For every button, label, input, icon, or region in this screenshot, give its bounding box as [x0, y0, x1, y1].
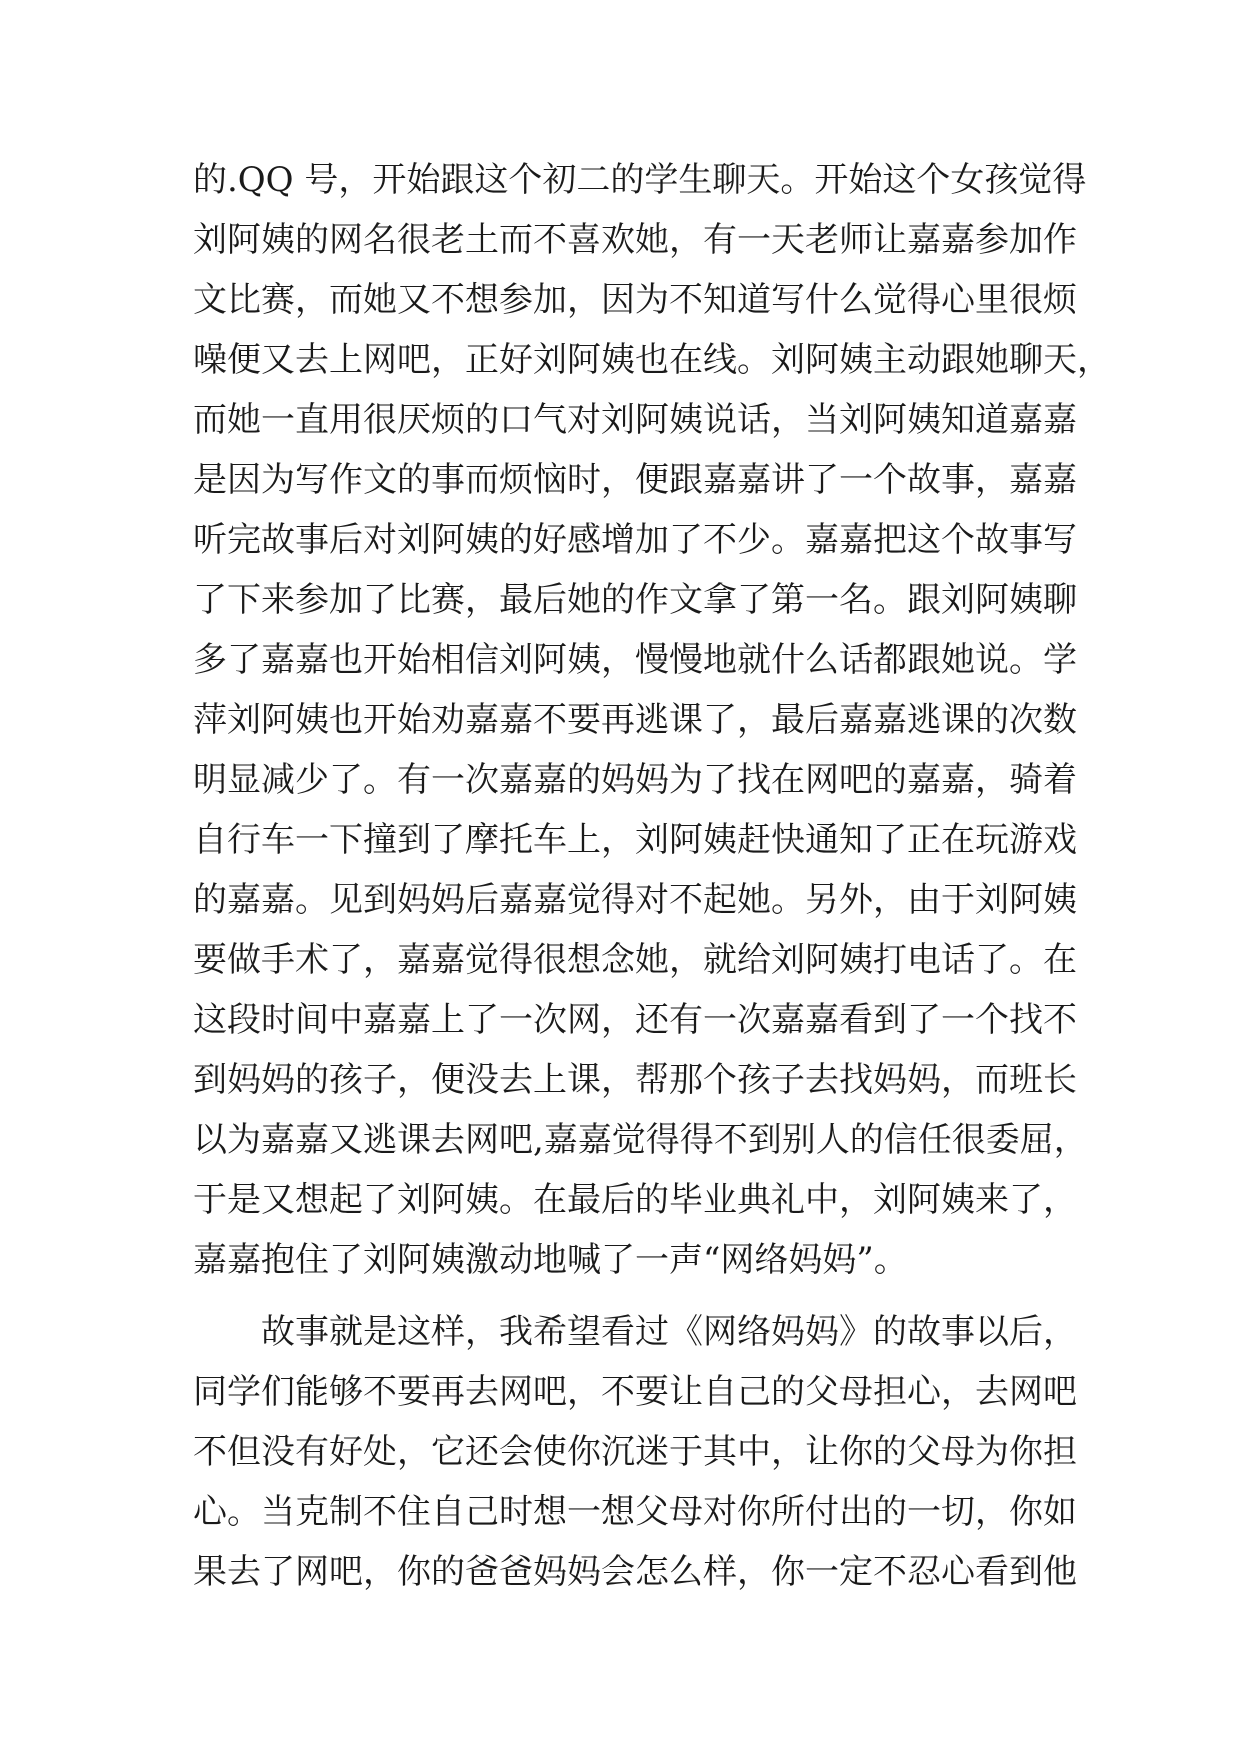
text-line: 以为嘉嘉又逃课去网吧,嘉嘉觉得得不到别人的信任很委屈，	[193, 1120, 1088, 1160]
text-line: 不但没有好处，它还会使你沉迷于其中，让你的父母为你担	[193, 1432, 1077, 1472]
text-line: 同学们能够不要再去网吧，不要让自己的父母担心，去网吧	[193, 1372, 1077, 1412]
text-line: 是因为写作文的事而烦恼时，便跟嘉嘉讲了一个故事，嘉嘉	[193, 460, 1077, 500]
text-line: 了下来参加了比赛，最后她的作文拿了第一名。跟刘阿姨聊	[193, 580, 1077, 620]
document-body	[193, 150, 1111, 1602]
text-line: 到妈妈的孩子，便没去上课，帮那个孩子去找妈妈，而班长	[193, 1060, 1077, 1100]
text-line: 的.QQ 号，开始跟这个初二的学生聊天。开始这个女孩觉得	[193, 160, 1087, 200]
text-line: 刘阿姨的网名很老土而不喜欢她，有一天老师让嘉嘉参加作	[193, 220, 1077, 260]
text-line: 萍刘阿姨也开始劝嘉嘉不要再逃课了，最后嘉嘉逃课的次数	[193, 700, 1077, 740]
text-line: 自行车一下撞到了摩托车上，刘阿姨赶快通知了正在玩游戏	[193, 820, 1077, 860]
paragraph-1	[193, 150, 1111, 1290]
text-line: 果去了网吧，你的爸爸妈妈会怎么样，你一定不忍心看到他	[193, 1552, 1077, 1592]
text-line: 听完故事后对刘阿姨的好感增加了不少。嘉嘉把这个故事写	[193, 520, 1077, 560]
paragraph-spacer	[193, 1290, 1053, 1302]
text-line: 文比赛，而她又不想参加，因为不知道写什么觉得心里很烦	[193, 280, 1077, 320]
text-line: 多了嘉嘉也开始相信刘阿姨，慢慢地就什么话都跟她说。学	[193, 640, 1077, 680]
text-line: 这段时间中嘉嘉上了一次网，还有一次嘉嘉看到了一个找不	[193, 1000, 1077, 1040]
text-line: 故事就是这样，我希望看过《网络妈妈》的故事以后，	[261, 1312, 1077, 1352]
text-line: 于是又想起了刘阿姨。在最后的毕业典礼中，刘阿姨来了，	[193, 1180, 1077, 1220]
text-line: 噪便又去上网吧，正好刘阿姨也在线。刘阿姨主动跟她聊天，	[193, 340, 1111, 380]
text-line: 而她一直用很厌烦的口气对刘阿姨说话，当刘阿姨知道嘉嘉	[193, 400, 1077, 440]
text-line: 嘉嘉抱住了刘阿姨激动地喊了一声“网络妈妈”。	[193, 1240, 908, 1280]
text-line: 的嘉嘉。见到妈妈后嘉嘉觉得对不起她。另外，由于刘阿姨	[193, 880, 1077, 920]
text-line: 明显减少了。有一次嘉嘉的妈妈为了找在网吧的嘉嘉，骑着	[193, 760, 1077, 800]
text-line: 心。当克制不住自己时想一想父母对你所付出的一切，你如	[193, 1492, 1077, 1532]
paragraph-2	[193, 1302, 1077, 1602]
text-line: 要做手术了，嘉嘉觉得很想念她，就给刘阿姨打电话了。在	[193, 940, 1077, 980]
